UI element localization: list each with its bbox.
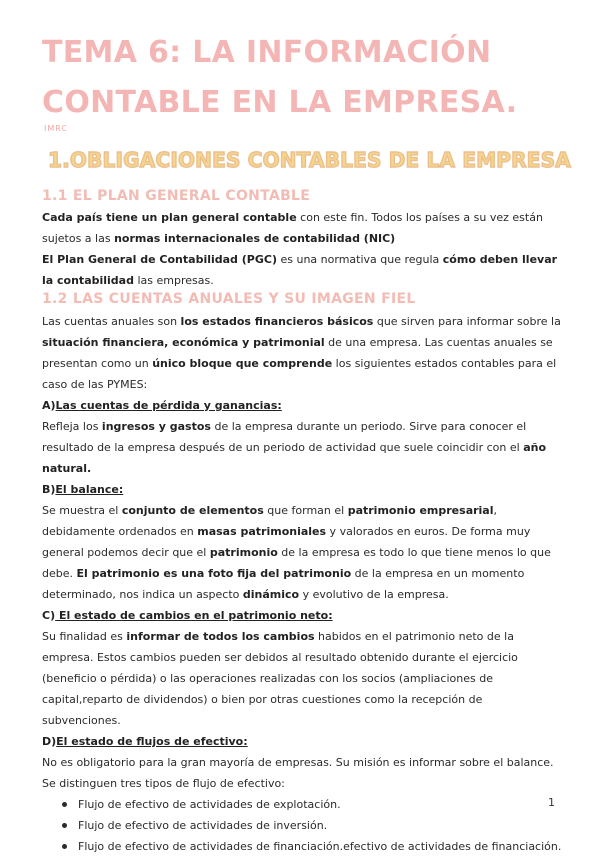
paragraph: Se muestra el conjunto de elementos que forman el patrimonio empresarial, debidamente ordenados en masas patrimoniales y valorados en euros. De forma muy general podemos decir que el patrimonio de la empresa es todo lo que tiene menos lo que debe. El patrimonio es una foto fija del patrimonio de la empresa en un momento determinado, nos indica un aspecto dinámico y evolutivo de la empresa. (42, 504, 551, 601)
paragraph: Su finalidad es informar de todos los cambios habidos en el patrimonio neto de la empresa. Estos cambios pueden ser debidos al resultado obtenido durante el ejercicio (beneficio o pérdida) o las operaciones realizadas con los socios (ampliaciones de capital,reparto de dividendos) o bien por otras cuestiones como la recepción de subvenciones. (42, 630, 518, 727)
list-item: Flujo de efectivo de actividades de financiación.efectivo de actividades de financiación. (42, 836, 562, 857)
subheading-flujos-efectivo: D)El estado de flujos de efectivo: (42, 735, 248, 748)
subsection-heading-cuentas-anuales: 1.2 LAS CUENTAS ANUALES Y SU IMAGEN FIEL (42, 291, 416, 307)
page-number: 1 (548, 796, 555, 809)
paragraph: Cada país tiene un plan general contable con este fin. Todos los países a su vez están sujetos a las normas internacionales de contabilidad (NIC) (42, 211, 543, 245)
subheading-balance: B)El balance: (42, 483, 124, 496)
subheading-cambios-patrimonio: C) El estado de cambios en el patrimonio neto: (42, 609, 333, 622)
list-item: Flujo de efectivo de actividades de explotación. (42, 794, 562, 815)
subheading-perdidas-ganancias: A)Las cuentas de pérdida y ganancias: (42, 399, 282, 412)
page-title: TEMA 6: LA INFORMACIÓN CONTABLE EN LA EMPRESA. (42, 35, 518, 120)
paragraph: No es obligatorio para la gran mayoría de empresas. Su misión es informar sobre el balance. (42, 756, 554, 769)
subsection-heading-plan-general: 1.1 EL PLAN GENERAL CONTABLE (42, 188, 311, 204)
paragraph: El Plan General de Contabilidad (PGC) es una normativa que regula cómo deben llevar la contabilidad las empresas. (42, 253, 558, 287)
list-item: Flujo de efectivo de actividades de inversión. (42, 815, 562, 836)
author-initials: IMRC (44, 124, 69, 133)
section-heading-obligaciones: 1.OBLIGACIONES CONTABLES DE LA EMPRESA (48, 148, 571, 172)
paragraph: Refleja los ingresos y gastos de la empresa durante un periodo. Sirve para conocer el resultado de la empresa después de un periodo de actividad que suele coincidir con el año natural. (42, 420, 547, 475)
paragraph: Las cuentas anuales son los estados financieros básicos que sirven para informar sobre la situación financiera, económica y patrimonial de una empresa. Las cuentas anuales se presentan como un único bloque que comprende los siguientes estados contables para el caso de las PYMES: (42, 315, 561, 391)
plan-general-text (42, 207, 562, 291)
cuentas-anuales-text (42, 311, 562, 857)
paragraph: Se distinguen tres tipos de flujo de efectivo: (42, 777, 285, 790)
